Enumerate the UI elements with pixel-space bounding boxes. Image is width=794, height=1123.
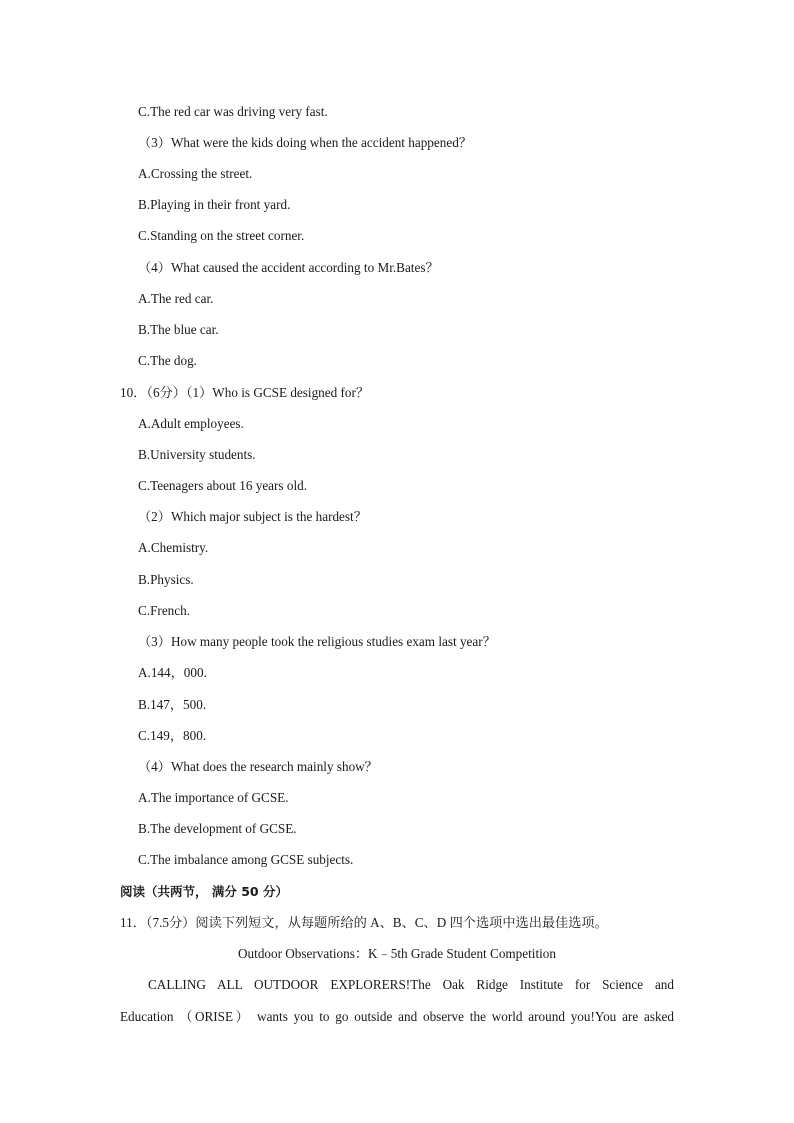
passage-paragraph-line-2: Education （ORISE） wants you to go outside and observe the world around you!You are asked [120,1009,674,1024]
q10-sub-question-4: （4）What does the research mainly show？ [138,759,378,774]
passage-title: Outdoor Observations：K﹣5th Grade Student Competition [238,946,556,961]
q10-sub-question-3: （3）How many people took the religious studies exam last year？ [138,634,496,649]
q10-4-option-b: B.The development of GCSE. [138,821,297,836]
q10-1-option-b: B.University students. [138,447,256,462]
q9-3-option-c: C.Standing on the street corner. [138,228,305,243]
q10-3-option-a: A.144，000. [138,665,207,680]
q10-2-option-a: A.Chemistry. [138,540,209,555]
q9-4-option-b: B.The blue car. [138,322,219,337]
reading-section-title: 阅读（共两节， 满分 50 分） [120,884,288,899]
q9-3-option-a: A.Crossing the street. [138,166,253,181]
q9-4-option-c: C.The dog. [138,353,197,368]
q10-3-option-b: B.147，500. [138,697,207,712]
q10-3-option-c: C.149，800. [138,728,207,743]
q9-sub-question-4: （4）What caused the accident according to Mr.Bates？ [138,260,439,275]
q10-2-option-b: B.Physics. [138,572,194,587]
q9-option-c: C.The red car was driving very fast. [138,104,328,119]
q9-3-option-b: B.Playing in their front yard. [138,197,291,212]
q9-sub-question-3: （3）What were the kids doing when the accident happened？ [138,135,472,150]
q10-2-option-c: C.French. [138,603,191,618]
q10-sub-question-2: （2）Which major subject is the hardest？ [138,509,367,524]
q10-4-option-a: A.The importance of GCSE. [138,790,289,805]
q11-header: 11．（7.5分）阅读下列短文，从每题所给的 A、B、C、D 四个选项中选出最佳选项。 [120,915,608,930]
q10-header: 10．（6分）（1）Who is GCSE designed for？ [120,385,370,400]
q10-4-option-c: C.The imbalance among GCSE subjects. [138,852,354,867]
q9-4-option-a: A.The red car. [138,291,214,306]
q10-1-option-c: C.Teenagers about 16 years old. [138,478,307,493]
passage-paragraph-line-1: CALLING ALL OUTDOOR EXPLORERS!The Oak Ridge Institute for Science and [148,977,674,992]
q10-1-option-a: A.Adult employees. [138,416,244,431]
